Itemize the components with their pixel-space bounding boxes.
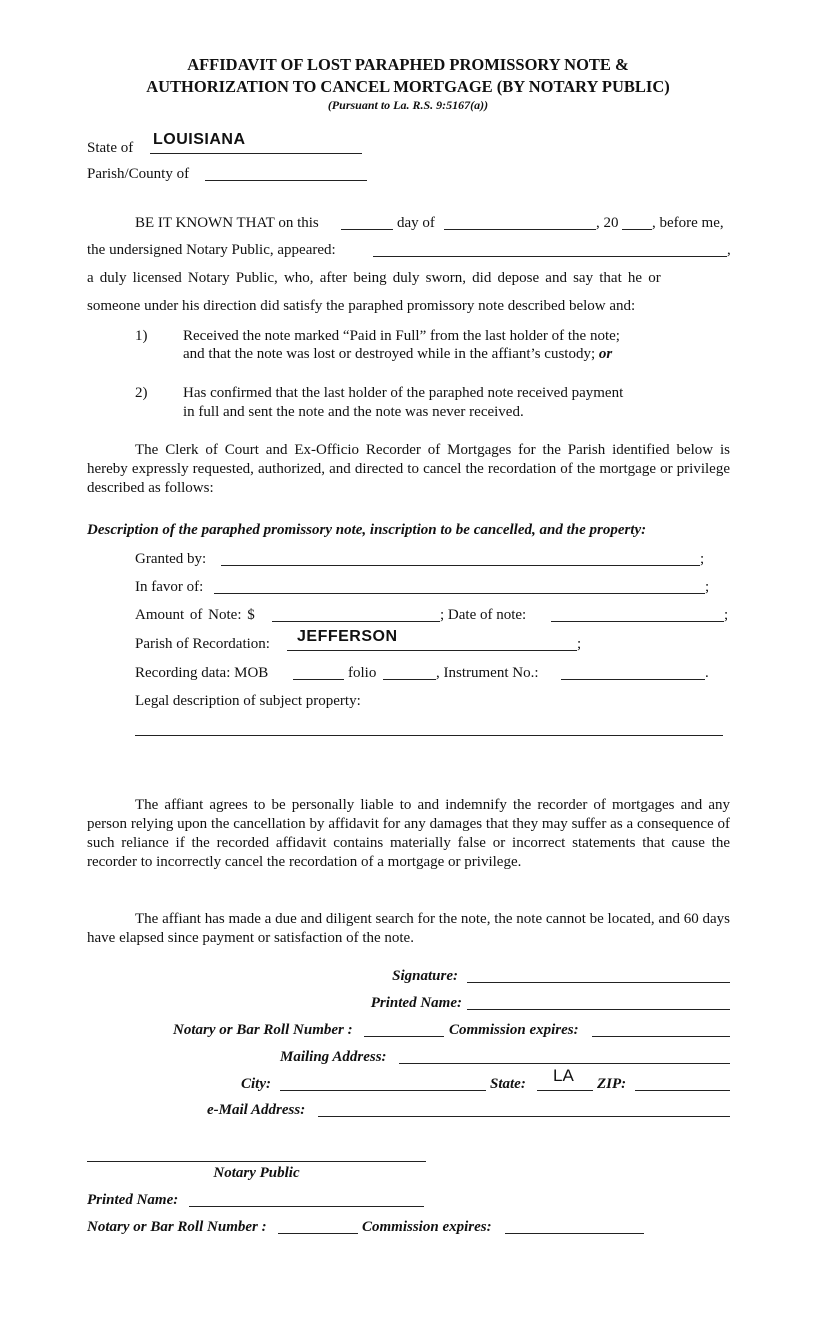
parish-recordation-semicolon: ; (577, 636, 582, 652)
in-favor-of-label: In favor of: (135, 579, 204, 595)
affiant-signature-label: Signature: (392, 968, 458, 984)
affiant-roll-number-line[interactable] (364, 1036, 444, 1037)
affiant-commission-label: Commission expires: (449, 1022, 579, 1038)
folio-label: folio (348, 665, 377, 681)
amount-field-line[interactable] (272, 621, 440, 622)
parish-label: Parish/County of (87, 166, 190, 182)
affiant-zip-line[interactable] (635, 1090, 730, 1091)
amount-label: Amount of Note: $ (135, 607, 255, 623)
item-2-line-1: Has confirmed that the last holder of the paraphed note received payment (183, 385, 624, 401)
recording-data-label: Recording data: MOB (135, 665, 269, 681)
intro-year-prefix: , 20 (596, 215, 619, 231)
intro-line-3: a duly licensed Notary Public, who, after being duly sworn, did depose and say that he or (87, 270, 661, 286)
affiant-zip-label: ZIP: (597, 1076, 627, 1092)
search-paragraph: The affiant has made a due and diligent search for the note, the note cannot be located, and 60 days have elapsed since payment or satisfaction of the note. (87, 911, 730, 946)
notary-printed-name-label: Printed Name: (87, 1192, 179, 1208)
intro-line-4: someone under his direction did satisfy the paraphed promissory note described below and: (87, 298, 636, 314)
item-2-number: 2) (135, 385, 148, 401)
affiant-city-label: City: (241, 1076, 271, 1092)
month-field-line[interactable] (444, 229, 596, 230)
legal-description-field-line[interactable] (135, 735, 723, 736)
state-label: State of (87, 140, 134, 156)
clerk-paragraph: The Clerk of Court and Ex-Officio Recorder of Mortgages for the Parish identified below is hereby expressly requested, authorized, and directed to cancel the recordation of the mortgage or privilege described as follows: (87, 442, 730, 496)
date-of-note-semicolon: ; (724, 607, 729, 623)
notary-public-label: Notary Public (213, 1165, 300, 1181)
intro-before-me: , before me, (652, 215, 724, 231)
in-favor-of-semicolon: ; (705, 579, 710, 595)
date-of-note-label: ; Date of note: (440, 607, 527, 623)
folio-field-line[interactable] (383, 679, 436, 680)
affiant-commission-line[interactable] (592, 1036, 730, 1037)
affiant-printed-name-label: Printed Name: (370, 995, 462, 1011)
year-field-line[interactable] (622, 229, 652, 230)
notary-signature-line[interactable] (87, 1161, 426, 1162)
parish-recordation-field-line[interactable] (287, 650, 577, 651)
mob-field-line[interactable] (293, 679, 344, 680)
in-favor-of-field-line[interactable] (214, 593, 705, 594)
description-heading: Description of the paraphed promissory note, inscription to be cancelled, and the property: (87, 522, 647, 538)
state-value[interactable]: LOUISIANA (153, 131, 246, 148)
parish-field-line[interactable] (205, 180, 367, 181)
intro-appeared: the undersigned Notary Public, appeared: (87, 242, 336, 258)
state-field-line[interactable] (150, 153, 362, 154)
indemnity-paragraph: The affiant agrees to be personally liable to and indemnify the recorder of mortgages and any person relying upon the cancellation by affidavit for any damages that they may suffer as a consequence of such reliance if the recorded affidavit contains materially false or incorrect statements that cause the recorder to incorrectly cancel the recordation of a mortgage or privilege. (87, 797, 730, 870)
notary-commission-label: Commission expires: (362, 1219, 492, 1235)
affiant-mailing-label: Mailing Address: (280, 1049, 387, 1065)
granted-by-label: Granted by: (135, 551, 207, 567)
subtitle: (Pursuant to La. R.S. 9:5167(a)) (327, 98, 489, 112)
intro-day-of: day of (397, 215, 435, 231)
notary-roll-number-line[interactable] (278, 1233, 358, 1234)
affiant-signature-line[interactable] (467, 982, 730, 983)
affiant-city-line[interactable] (280, 1090, 486, 1091)
item-1-line-2: and that the note was lost or destroyed while in the affiant’s custody; or (183, 346, 613, 362)
parish-recordation-value[interactable]: JEFFERSON (297, 628, 398, 645)
notary-commission-line[interactable] (505, 1233, 644, 1234)
affiant-state-line[interactable] (537, 1090, 593, 1091)
affiant-state-label: State: (490, 1076, 526, 1092)
title-line-2: AUTHORIZATION TO CANCEL MORTGAGE (BY NOTARY PUBLIC) (146, 77, 670, 96)
affiant-email-line[interactable] (318, 1116, 730, 1117)
intro-be-it-known: BE IT KNOWN THAT on this (135, 215, 319, 231)
item-1-number: 1) (135, 328, 148, 344)
instrument-period: . (705, 665, 709, 681)
item-2-line-2: in full and sent the note and the note was never received. (183, 404, 524, 420)
parish-recordation-label: Parish of Recordation: (135, 636, 270, 652)
granted-by-semicolon: ; (700, 551, 705, 567)
affiant-email-label: e-Mail Address: (207, 1102, 306, 1118)
date-of-note-field-line[interactable] (551, 621, 724, 622)
notary-roll-number-label: Notary or Bar Roll Number : (87, 1219, 267, 1235)
affiant-mailing-line[interactable] (399, 1063, 730, 1064)
affiant-printed-name-line[interactable] (467, 1009, 730, 1010)
title-line-1: AFFIDAVIT OF LOST PARAPHED PROMISSORY NOTE & (187, 55, 629, 74)
notary-printed-name-line[interactable] (189, 1206, 424, 1207)
day-field-line[interactable] (341, 229, 393, 230)
item-1-line-1: Received the note marked “Paid in Full” from the last holder of the note; (183, 328, 620, 344)
granted-by-field-line[interactable] (221, 565, 700, 566)
affiant-roll-number-label: Notary or Bar Roll Number : (173, 1022, 353, 1038)
instrument-label: , Instrument No.: (436, 665, 539, 681)
legal-description-label: Legal description of subject property: (135, 693, 361, 709)
item-1-or: or (598, 346, 613, 362)
affiant-state-value[interactable]: LA (553, 1066, 574, 1085)
intro-comma: , (727, 242, 731, 258)
instrument-field-line[interactable] (561, 679, 705, 680)
appeared-field-line[interactable] (373, 256, 727, 257)
